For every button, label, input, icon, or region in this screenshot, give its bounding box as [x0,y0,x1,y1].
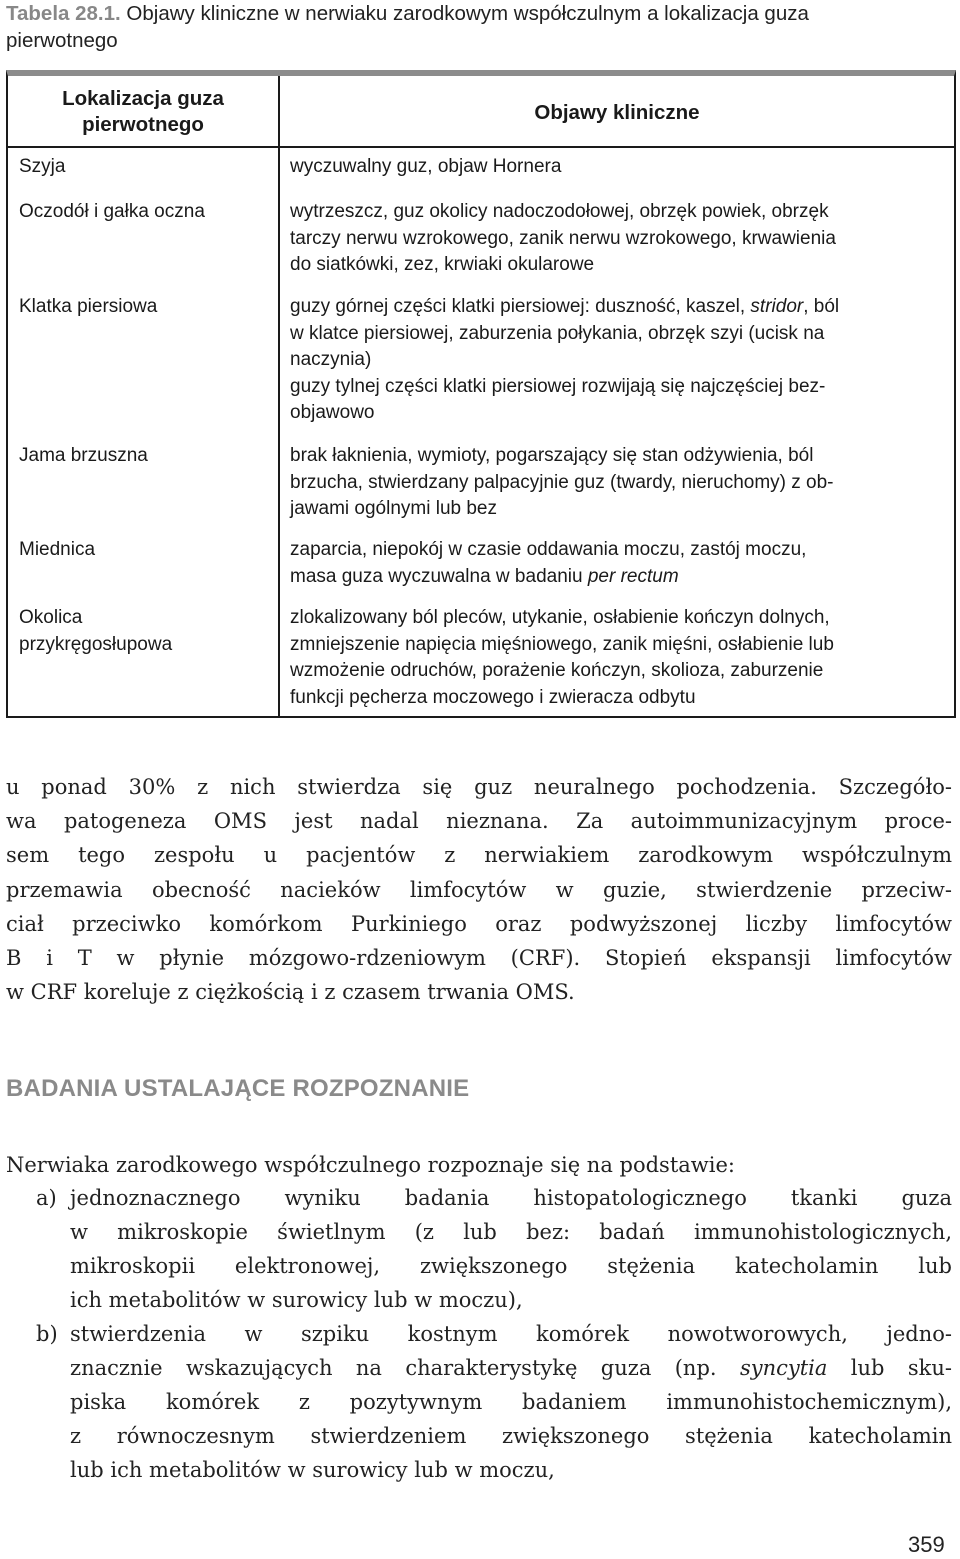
row-location-paravertebral: Okolica przykręgosłupowa [19,607,173,655]
row-symptoms-orbit: wytrzeszcz, guz okolicy nadoczodołowej, obrzęk powiek, obrzęk tarczy nerwu wzrokowego, zanik nerwu wzrokowego, krwawienia do siatkówki, zez, krwiaki okularowe [290,201,836,275]
row-symptoms-pelvis: zaparcia, niepokój w czasie oddawania moczu, zastój moczu, masa guza wyczuwalna w badaniu per rectum [290,539,807,587]
symptoms-table [6,70,956,718]
body-paragraph: u ponad 30% z nich stwierdza się guz neuralnego pochodzenia. Szczegóło- wa patogeneza OMS jest nadal nieznana. Za autoimmunizacyjnym proce- sem tego zespołu u pacjentów z nerwiakiem zarodkowym współczulnym przemawia obecność nacieków limfocytów w guzie, stwierdzenie przeciw- ciał przeciwko komórkom Purkiniego oraz podwyższonej liczby limfocytów B i T w płynie mózgowo-rdzeniowym (CRF). Stopień ekspansji limfocytów w CRF koreluje z ciężkością i z czasem trwania OMS. [6,775,952,1005]
table-title-continued: pierwotnego [6,29,118,52]
row-location-abdomen: Jama brzuszna [19,445,148,466]
header-symptoms: Objawy kliniczne [534,101,700,124]
table-caption [6,0,956,54]
table-label: Tabela 28.1. [6,2,121,25]
list-marker-b: b) [36,1322,58,1346]
header-location: Lokalizacja guza pierwotnego [62,87,224,136]
row-location-neck: Szyja [19,156,66,177]
page-number: 359 [908,1532,945,1557]
table-title: Objawy kliniczne w nerwiaku zarodkowym współczulnym a lokalizacja guza [126,2,809,25]
row-symptoms-abdomen: brak łaknienia, wymioty, pogarszający się stan odżywienia, ból brzucha, stwierdzany palpacyjnie guz (twardy, nieruchomy) z ob- jawami ogólnymi lub bez [290,445,834,519]
row-location-pelvis: Miednica [19,539,96,560]
list-item-b: stwierdzenia w szpiku kostnym komórek nowotworowych, jedno- znacznie wskazujących na charakterystykę guza (np. syncytia lub sku- piska komórek z pozytywnym badaniem immunohistochemicznym), z równoczesnym stwierdzeniem zwiększonego stężenia katecholamin lub ich metabolitów w surowicy lub w moczu, [70,1322,952,1482]
section-heading: BADANIA USTALAJĄCE ROZPOZNANIE [6,1075,470,1102]
list-item-a: jednoznacznego wyniku badania histopatologicznego tkanki guza w mikroskopie świetlnym (z lub bez: badań immunohistologicznych, mikroskopii elektronowej, zwiększonego stężenia katecholamin lub ich metabolitów w surowicy lub w moczu), [70,1186,952,1312]
header-rule [8,146,954,148]
row-symptoms-paravertebral: zlokalizowany ból pleców, utykanie, osłabienie kończyn dolnych, zmniejszenie napięcia mięśniowego, zanik mięśni, osłabienie lub wzmożenie odruchów, porażenie kończyn, skolioza, zaburzenie funkcji pęcherza moczowego i zwieracza odbytu [290,607,834,708]
list-marker-a: a) [36,1186,57,1210]
row-symptoms-neck: wyczuwalny guz, objaw Hornera [290,156,562,177]
row-symptoms-chest: guzy górnej części klatki piersiowej: duszność, kaszel, stridor, ból w klatce piersiowej, zaburzenia połykania, obrzęk szyi (ucisk na naczynia) guzy tylnej części klatki piersiowej rozwijają się najczęściej bez- objawowo [290,296,840,423]
row-location-chest: Klatka piersiowa [19,296,158,317]
column-divider [278,76,280,716]
row-location-orbit: Oczodół i gałka oczna [19,201,205,222]
diagnosis-intro: Nerwiaka zarodkowego współczulnego rozpoznaje się na podstawie: [6,1153,735,1177]
